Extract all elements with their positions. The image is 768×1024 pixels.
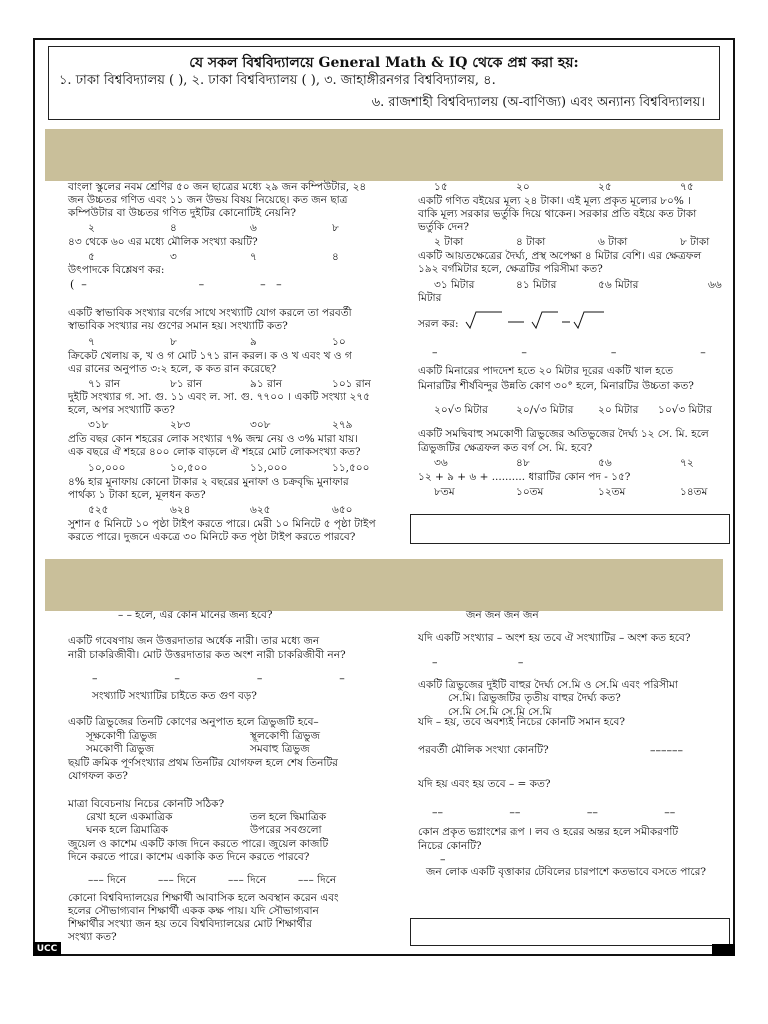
option: ৪: [170, 222, 177, 234]
question-text: জন উচ্চতর গণিত এবং ১১ জন উভয় বিষয় নিয়েছে। কত জন ছাত্র: [68, 194, 348, 206]
option: ২০ মিটার: [598, 404, 639, 416]
question-text: পার্থক্য ১ টাকা হলে, মূলধন কত?: [68, 489, 206, 501]
option: ২০: [516, 181, 530, 193]
header-box: [48, 46, 720, 120]
question-text: করতে পারে। দুজনে একত্রে ৩০ মিনিটে কত পৃষ্ঠা টাইপ করতে পারবে?: [68, 531, 356, 543]
option: ৬৫০: [332, 504, 353, 516]
option: ৫৬ মিটার: [598, 279, 639, 291]
blank-marks: – – – –: [92, 672, 345, 685]
option: ১৪তম: [680, 486, 708, 498]
option: ৬৬: [708, 279, 722, 291]
question-text: ছয়টি ক্রমিক পূর্ণসংখ্যার প্রথম তিনটির যোগফল হলে শেষ তিনটির: [68, 757, 338, 769]
option: ২০/√৩ মিটার: [516, 404, 574, 416]
question-text: ভর্তুকি দেন?: [418, 221, 470, 233]
option: ৫২৫: [88, 504, 109, 516]
option: ১০: [332, 336, 346, 348]
question-text: কোনো বিশ্ববিদ্যালয়ের শিক্ষার্থী আবাসিক হলে অবস্থান করেন এবং: [68, 892, 339, 904]
question-text: প্রতি বছর কোন শহরের লোক সংখ্যার ৭% জন্ম নেয় ও ৩% মারা যায়।: [68, 433, 358, 445]
option: ১১,৫০০: [332, 462, 370, 474]
question-text: স্বাভাবিক সংখ্যার নয় গুণের সমান হয়। সংখ্যাটি কত?: [68, 320, 288, 332]
option: ৯১ রান: [250, 378, 283, 390]
question-text: সংখ্যা কত?: [68, 931, 117, 943]
question-text: পরবর্তী মৌলিক সংখ্যা কোনটি?: [418, 744, 549, 756]
option: ১৫: [434, 181, 448, 193]
question-text: ৪৩ থেকে ৬০ এর মধ্যে মৌলিক সংখ্যা কয়টি?: [68, 236, 258, 248]
question-text: মিটার: [418, 292, 442, 304]
blank-marks: – –: [432, 656, 524, 669]
question-text: সরল কর:: [418, 318, 459, 330]
section-band-2: [45, 559, 723, 611]
option: ৭২: [680, 457, 694, 469]
question-text: মিনারটির শীর্ষবিন্দুর উন্নতি কোণ ৩০° হলে, মিনারটির উচ্চতা কত?: [418, 380, 694, 392]
question-text: একটি ত্রিভুজের দুইটি বাহুর দৈর্ঘ্য সে.মি ও সে.মি এবং পরিসীমা: [418, 679, 678, 691]
question-text: জুয়েল ও কাশেম একটি কাজ দিনে করতে পারে। জুয়েল কাজটি: [68, 838, 329, 850]
question-text: বাংলা স্কুলের নবম শ্রেণির ৫০ জন ছাত্রের মধ্যে ২৯ জন কম্পিউটার, ২৪: [68, 181, 367, 193]
option: ৪ টাকা: [516, 236, 546, 248]
question-text: কোন প্রকৃত ভগ্নাংশের রূপ । লব ও হরের অন্তর হলে সমীকরণটি: [418, 826, 679, 838]
option: ৮তম: [434, 486, 455, 498]
question-text: যদি একটি সংখ্যার – অংশ হয় তবে ঐ সংখ্যাটির – অংশ কত হবে?: [418, 632, 691, 644]
option: ––– দিনে: [228, 874, 267, 886]
option: উপরের সবগুলো: [250, 824, 322, 836]
option: ৭১ রান: [88, 378, 121, 390]
question-text: একটি ত্রিভুজের তিনটি কোণের অনুপাত হলে ত্রিভুজটি হবে–: [68, 716, 319, 728]
option-row: জন জন জন জন: [466, 609, 539, 621]
option: ঘনক হলে ত্রিমাত্রিক: [86, 824, 168, 836]
option: ৮১ রান: [170, 378, 203, 390]
option: ৬২৫: [250, 504, 271, 516]
option: ৫: [88, 251, 95, 263]
option: ––– দিনে: [298, 874, 337, 886]
header-title: যে সকল বিশ্ববিদ্যালয়ে General Math & IQ থেকে প্রশ্ন করা হয়:: [189, 55, 579, 71]
option: সমকোণী ত্রিভুজ: [86, 743, 155, 755]
question-text: ত্রিভুজটির ক্ষেত্রফল কত বর্গ সে. মি. হবে?: [418, 442, 593, 454]
question-text: সে.মি। ত্রিভুজটির তৃতীয় বাহুর দৈর্ঘ্য কত?: [448, 692, 621, 704]
option: ৫৬: [598, 457, 612, 469]
question-text: একটি স্বাভাবিক সংখ্যার বর্গের সাথে সংখ্যাটি যোগ করলে তা পরবর্তী: [68, 307, 352, 319]
question-text: সুশান ৫ মিনিটে ১০ পৃষ্ঠা টাইপ করতে পারে। মেরী ১০ মিনিটে ৫ পৃষ্ঠা টাইপ: [68, 518, 376, 530]
option: ১০√৩ মিটার: [658, 404, 712, 416]
option: তল হলে দ্বিমাত্রিক: [250, 811, 327, 823]
option: ৪১ মিটার: [516, 279, 557, 291]
question-text: একটি আয়তক্ষেত্রের দৈর্ঘ্য, প্রস্থ অপেক্ষা ৪ মিটার বেশি। এর ক্ষেত্রফল: [418, 250, 702, 262]
option: ১০তম: [516, 486, 544, 498]
option: ১০,৫০০: [170, 462, 208, 474]
option: ৬: [250, 222, 257, 234]
option-row: সে.মি সে.মি সে.মি সে.মি: [448, 706, 552, 718]
option: ১০১ রান: [332, 378, 371, 390]
option: ৮: [170, 336, 177, 348]
ucc-logo-badge: UCC: [33, 942, 61, 956]
blank-mark: –: [440, 853, 446, 866]
header-line-1: ১. ঢাকা বিশ্ববিদ্যালয় ( ), ২. ঢাকা বিশ্ববিদ্যালয় ( ), ৩. জাহাঙ্গীরনগর বিশ্ববিদ্যালয়, ৪.: [59, 73, 496, 88]
option: ৬২৪: [170, 504, 191, 516]
question-text: এক বছরে ঐ শহরে ৪০০ লোক বাড়লে ঐ শহরে মোট লোকসংখ্যা কত?: [68, 446, 361, 458]
question-text: যোগফল কত?: [68, 770, 128, 782]
option: রেখা হলে একমাত্রিক: [86, 811, 173, 823]
blank-marks: – – – –: [432, 346, 706, 359]
blank-line: ––––––: [650, 744, 683, 757]
option: ৩০৮: [250, 419, 271, 431]
option: ৬ টাকা: [598, 236, 628, 248]
question-text: ক্রিকেট খেলায় ক, খ ও গ মোট ১৭১ রান করল। ক ও খ এবং খ ও গ: [68, 350, 352, 362]
question-text: একটি সমদ্বিবাহু সমকোণী ত্রিভুজের অতিভুজের দৈর্ঘ্য ১২ সে. মি. হলে: [418, 428, 709, 440]
option: ৪: [332, 251, 339, 263]
question-text: ৪% হার মুনাফায় কোনো টাকার ২ বছরের মুনাফা ও চক্রবৃদ্ধি মুনাফার: [68, 476, 349, 488]
option: ১১,০০০: [250, 462, 288, 474]
question-text: এর রানের অনুপাত ৩:২ হলে, ক কত রান করেছে?: [68, 363, 277, 375]
header-line-2: ৬. রাজশাহী বিশ্ববিদ্যালয় (অ-বাণিজ্য) এবং অন্যান্য বিশ্ববিদ্যালয়।: [371, 95, 705, 110]
option: ১০,০০০: [88, 462, 126, 474]
question-text: শিক্ষার্থীর সংখ্যা জন হয় তবে বিশ্ববিদ্যালয়ের মোট শিক্ষার্থীর: [68, 918, 312, 930]
option: ২: [88, 222, 95, 234]
question-text: হলে, অপর সংখ্যাটি কত?: [68, 404, 175, 416]
option: ৩৬: [434, 457, 448, 469]
option: ১২তম: [598, 486, 626, 498]
section-band-1: [45, 129, 723, 181]
option: সমবাহু ত্রিভুজ: [250, 743, 310, 755]
option: ৩: [170, 251, 177, 263]
option: ––– দিনে: [88, 874, 127, 886]
option: ৮: [332, 222, 339, 234]
question-text: নারী চাকরিজীবী। মোট উত্তরদাতার কত অংশ নারী চাকরিজীবী নন?: [68, 649, 346, 661]
option: স্থূলকোণী ত্রিভুজ: [250, 730, 321, 742]
question-text: একটি গণিত বইয়ের মূল্য ২৪ টাকা। এই মূল্য প্রকৃত মূল্যের ৮০% ।: [418, 195, 691, 207]
option: ৪৮: [516, 457, 530, 469]
question-text: সংখ্যাটি সংখ্যাটির চাইতে কত গুণ বড়?: [92, 690, 257, 702]
option: ২৮৩: [170, 419, 191, 431]
question-text: বাকি মূল্য সরকার ভর্তুকি দিয়ে থাকেন। সরকার প্রতি বইয়ে কত টাকা: [418, 208, 697, 220]
option: ৭: [88, 336, 95, 348]
option: ৭৫: [680, 181, 694, 193]
question-text: উৎপাদকে বিশ্লেষণ কর:: [68, 264, 165, 276]
question-text: নিচের কোনটি?: [418, 840, 482, 852]
question-text: দিনে করতে পারে। কাশেম একাকি কত দিনে করতে পারবে?: [68, 851, 310, 863]
question-text: যদি হয় এবং হয় তবে – = কত?: [418, 778, 551, 790]
option: ২০√৩ মিটার: [434, 404, 488, 416]
option: ৩১৮: [88, 419, 109, 431]
option: ––– দিনে: [158, 874, 197, 886]
blank-marks: –– –– –– ––: [432, 806, 676, 819]
answer-box[interactable]: [410, 918, 730, 946]
question-text: মাত্রা বিবেচনায় নিচের কোনটি সঠিক?: [68, 798, 225, 810]
answer-box[interactable]: [410, 514, 730, 544]
question-text: জন লোক একটি বৃত্তাকার টেবিলের চারপাশে কতভাবে বসতে পারে?: [426, 866, 707, 878]
radical-expression: [462, 308, 612, 332]
option: ২ টাকা: [434, 236, 464, 248]
option: ২৭৯: [332, 419, 353, 431]
question-text: একটি মিনারের পাদদেশ হতে ২০ মিটার দূরের একটি খাল হতে: [418, 365, 674, 377]
corner-marker: [712, 944, 735, 956]
option: ৯: [250, 336, 257, 348]
question-text: যদি – হয়, তবে অবশ্যই নিচের কোনটি সমান হবে?: [418, 716, 626, 728]
option: ৭: [250, 251, 257, 263]
question-text: হলের সৌভাগ্যবান শিক্ষার্থী একক কক্ষ পায়। যদি সৌভাগ্যবান: [68, 905, 319, 917]
blank-marks: ( – – – –: [70, 278, 282, 291]
option: ৩১ মিটার: [434, 279, 475, 291]
question-text: – – হলে, এর কোন মানের জন্য হবে?: [118, 609, 273, 621]
question-text: ১৯২ বর্গমিটার হলে, ক্ষেত্রটির পরিসীমা কত?: [418, 263, 603, 275]
option: ২৫: [598, 181, 612, 193]
option: ৮ টাকা: [680, 236, 710, 248]
question-text: কম্পিউটার বা উচ্চতর গণিত দুইটির কোনোটিই নেয়নি?: [68, 207, 296, 219]
question-text: ১২ + ৯ + ৬ + .......... ধারাটির কোন পদ - ১৫?: [418, 471, 631, 483]
question-text: একটি গবেষণায় জন উত্তরদাতার অর্ধেক নারী। তার মধ্যে জন: [68, 635, 320, 647]
question-text: দুইটি সংখ্যার গ. সা. গু. ১১ এবং ল. সা. গু. ৭৭০০ । একটি সংখ্যা ২৭৫: [68, 391, 370, 403]
option: সূক্ষকোণী ত্রিভুজ: [86, 730, 157, 742]
